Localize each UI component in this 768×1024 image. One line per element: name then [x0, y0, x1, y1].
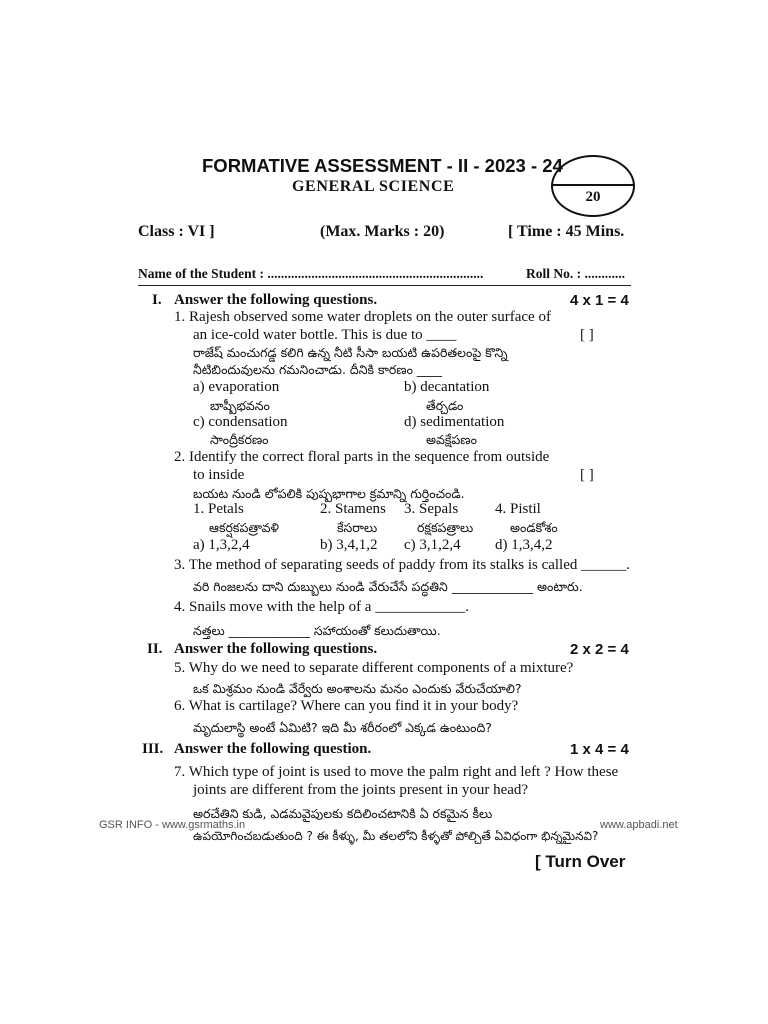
question-line: 5. Why do we need to separate different components of a mixture?	[174, 660, 574, 676]
floral-part-telugu: అండకోశం	[510, 520, 558, 535]
watermark-right: www.apbadi.net	[600, 819, 678, 831]
time-limit: [ Time : 45 Mins.	[508, 223, 625, 240]
choice-c: c) 3,1,2,4	[404, 537, 461, 553]
question-line: 3. The method of separating seeds of paddy from its stalks is called ______.	[174, 557, 630, 573]
telugu-line: ఉపయోగించబడుతుంది ? ఈ కీళ్ళు, మీ తలలోని కీళ్ళతో పోల్చితే ఏవిధంగా భిన్నమైనవి?	[193, 829, 599, 843]
question-line: joints are different from the joints present in your head?	[193, 782, 529, 798]
choice-d: d) 1,3,4,2	[495, 537, 553, 553]
watermark-left: GSR INFO - www.gsrmaths.in	[99, 819, 246, 831]
floral-part: 4. Pistil	[495, 501, 541, 517]
telugu-line: అరచేతిని కుడి, ఎడమవైపులకు కదిలించటానికి ఏ రకమైన కీలు	[193, 806, 493, 821]
floral-part: 3. Sepals	[404, 501, 459, 517]
question-line: an ice-cold water bottle. This is due to ____	[193, 327, 457, 343]
section-heading: Answer the following question.	[174, 741, 372, 757]
answer-bracket: [ ]	[580, 467, 594, 483]
question-line: 4. Snails move with the help of a ____________.	[174, 599, 469, 615]
section-heading: Answer the following questions.	[174, 292, 378, 308]
telugu-line: ఒక మిశ్రమం నుండి వేర్వేరు అంశాలను మనం ఎందుకు వేరుచేయాలి?	[193, 681, 522, 696]
option-b-telugu: తేర్చడం	[426, 398, 464, 413]
section-roman: II.	[147, 641, 163, 657]
floral-part: 2. Stamens	[320, 501, 386, 517]
question-line: to inside	[193, 467, 245, 483]
question-line: 7. Which type of joint is used to move the palm right and left ? How these	[174, 764, 619, 780]
option-d: d) sedimentation	[404, 414, 505, 430]
telugu-line: బయట నుండి లోపలికి పుష్పభాగాల క్రమాన్ని గుర్తించండి.	[193, 486, 465, 501]
question-line: 6. What is cartilage? Where can you find it in your body?	[174, 698, 519, 714]
floral-part-telugu: కేసరాలు	[337, 520, 378, 535]
subject-title: GENERAL SCIENCE	[292, 178, 455, 195]
floral-part-telugu: రక్షకపత్రాలు	[417, 520, 474, 535]
section-marks: 2 x 2 = 4	[570, 641, 629, 658]
telugu-line: రాజేష్ మంచుగడ్డ కలిగి ఉన్న నీటి సీసా బయటి ఉపరితలంపై కొన్ని	[193, 345, 508, 360]
choice-b: b) 3,4,1,2	[320, 537, 378, 553]
question-line: 1. Rajesh observed some water droplets on the outer surface of	[174, 309, 551, 325]
question-line: 2. Identify the correct floral parts in the sequence from outside	[174, 449, 550, 465]
choice-a: a) 1,3,2,4	[193, 537, 250, 553]
section-marks: 4 x 1 = 4	[570, 292, 629, 309]
marks-circle	[551, 155, 635, 217]
floral-part: 1. Petals	[193, 501, 244, 517]
option-b: b) decantation	[404, 379, 490, 395]
telugu-line: నీటిబిందువులను గమనించాడు. దీనికి కారణం ____	[193, 362, 442, 377]
student-name-field: Name of the Student : ................................................................	[138, 266, 484, 281]
max-marks: (Max. Marks : 20)	[320, 223, 445, 240]
header-divider	[138, 285, 631, 286]
option-a: a) evaporation	[193, 379, 280, 395]
roll-number-field: Roll No. : ............	[526, 266, 625, 281]
option-c: c) condensation	[193, 414, 288, 430]
section-roman: I.	[152, 292, 162, 308]
answer-bracket: [ ]	[580, 327, 594, 343]
option-c-telugu: సాంద్రీకరణం	[210, 432, 269, 447]
option-a-telugu: బాష్పీభవనం	[210, 398, 270, 413]
total-marks: 20	[585, 189, 601, 205]
section-roman: III.	[142, 741, 164, 757]
option-d-telugu: అవక్షేపణం	[426, 432, 477, 447]
section-marks: 1 x 4 = 4	[570, 741, 629, 758]
class-label: Class : VI ]	[138, 223, 215, 240]
telugu-line: నత్తలు _____________ సహాయంతో కలుదుతాయి.	[193, 623, 441, 638]
telugu-line: వరి గింజలను దాని దుబ్బులు నుండి వేరుచేసే పద్ధతిని _____________ అంటారు.	[193, 579, 583, 594]
telugu-line: మృదులాస్థి అంటే ఏమిటి? ఇది మీ శరీరంలో ఎక్కడ ఉంటుంది?	[193, 720, 492, 735]
turn-over-label: [ Turn Over	[535, 852, 626, 871]
section-heading: Answer the following questions.	[174, 641, 378, 657]
exam-title: FORMATIVE ASSESSMENT - II - 2023 - 24	[202, 155, 563, 176]
floral-part-telugu: ఆకర్షకపత్రావళి	[209, 520, 279, 535]
